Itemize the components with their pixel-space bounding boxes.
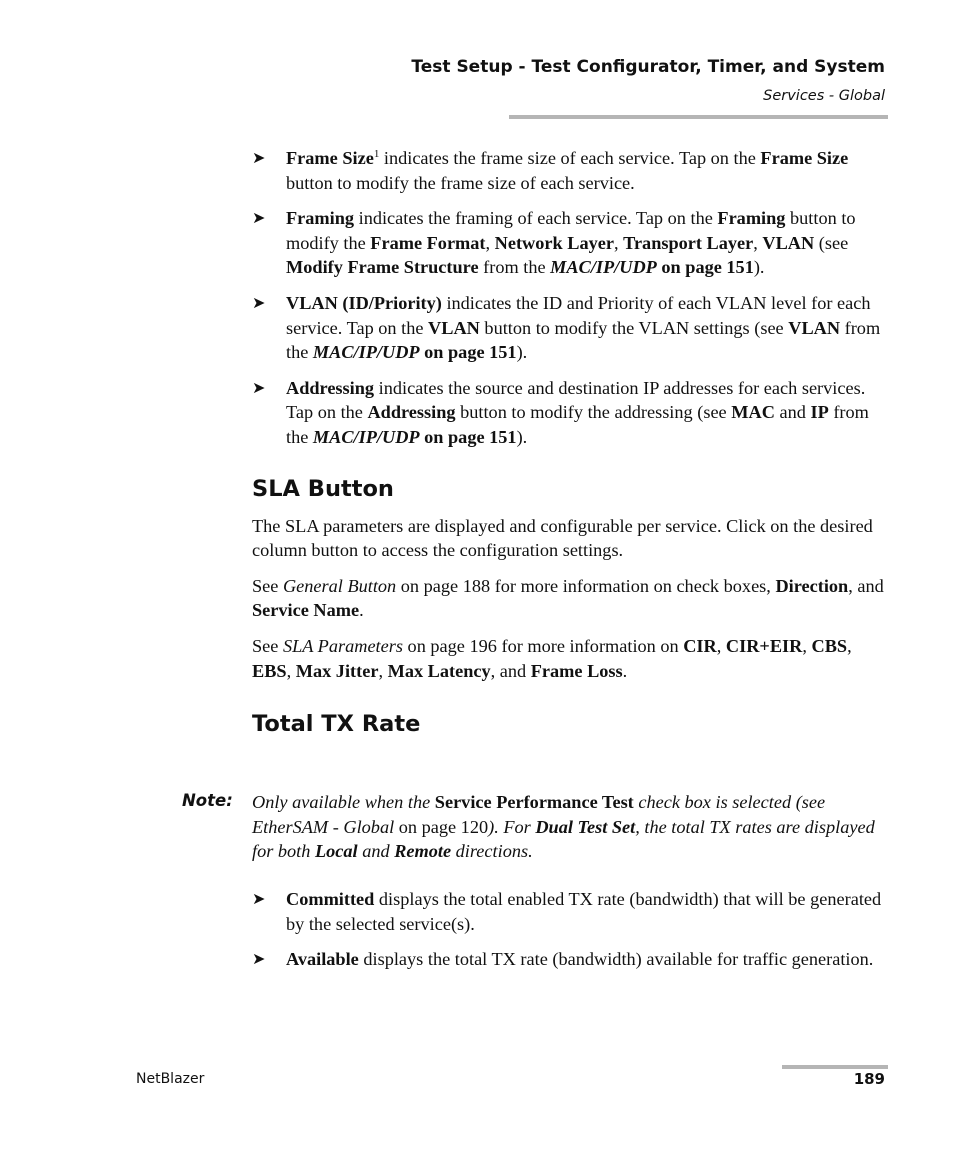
- text: .: [622, 660, 628, 681]
- term: Addressing: [367, 402, 456, 423]
- term: Direction: [775, 575, 849, 596]
- text: , and: [490, 660, 531, 681]
- header-title: Test Setup - Test Configurator, Timer, and System: [411, 57, 885, 77]
- term-committed: Committed: [286, 889, 375, 909]
- term: CIR: [683, 635, 717, 656]
- text: , and: [848, 575, 884, 596]
- heading-sla-button: SLA Button: [252, 475, 394, 502]
- footer-rule: [782, 1065, 888, 1069]
- term: VLAN: [762, 232, 815, 253]
- text: button to modify the frame size of each service.: [286, 172, 635, 193]
- footnote-marker: 1: [373, 148, 380, 160]
- term: Dual Test Set: [535, 816, 636, 837]
- header-rule: [509, 115, 888, 119]
- link-mac-ip-udp[interactable]: MAC/IP/UDP: [312, 342, 420, 363]
- text: indicates the source and destination IP addresses for each services. Tap on the: [286, 377, 866, 423]
- arrow-bullet-icon: ➤: [252, 292, 266, 312]
- term: Network Layer: [494, 232, 614, 253]
- text: from the: [478, 257, 551, 278]
- text: button to modify the VLAN settings (see: [479, 317, 789, 338]
- text: displays the total TX rate (bandwidth) available for traffic generation.: [358, 949, 874, 970]
- term: Service Performance Test: [434, 792, 634, 812]
- text: on page 196 for more information on: [402, 635, 684, 656]
- sla-paragraph-3: [252, 634, 892, 683]
- link-vlan[interactable]: VLAN: [788, 317, 841, 338]
- text: ,: [485, 232, 495, 253]
- text: ,: [613, 232, 624, 253]
- link-page-120[interactable]: on page 120: [394, 816, 489, 837]
- text: button to modify the: [286, 208, 856, 253]
- term: Service Name: [252, 600, 360, 621]
- text: on page 188 for more information on check boxes,: [396, 575, 776, 596]
- term: Max Latency: [387, 660, 491, 681]
- link-mac-ip-udp[interactable]: MAC/IP/UDP: [550, 257, 657, 278]
- footer-product: NetBlazer: [136, 1071, 205, 1087]
- text: and: [774, 402, 811, 423]
- link-sla-parameters[interactable]: SLA Parameters: [282, 635, 403, 656]
- text: indicates the ID and Priority of each VLAN level for each service. Tap on the: [286, 292, 871, 338]
- bullet-addressing: [252, 376, 892, 450]
- sla-paragraph-1: The SLA parameters are displayed and configurable per service. Click on the desired column button to access the configuration settings.: [252, 515, 873, 561]
- text: indicates the frame size of each service. Tap on the: [379, 148, 761, 168]
- text: (see: [814, 232, 849, 253]
- bullet-available: [252, 947, 892, 972]
- note-label: Note:: [182, 791, 233, 810]
- term: Remote: [394, 841, 452, 862]
- term: CIR+EIR: [725, 635, 803, 656]
- text: ,: [716, 635, 726, 656]
- term: Local: [314, 841, 358, 862]
- text: and: [357, 841, 395, 862]
- bullet-committed: [252, 887, 892, 936]
- term: Frame Loss: [530, 660, 623, 681]
- link-ethersam-global[interactable]: EtherSAM - Global: [252, 816, 395, 837]
- term: CBS: [811, 635, 848, 656]
- arrow-bullet-icon: ➤: [252, 148, 266, 167]
- note-text: [252, 790, 892, 864]
- text: ). For: [488, 816, 536, 837]
- arrow-bullet-icon: ➤: [252, 889, 266, 908]
- text: Only available when the: [252, 792, 435, 812]
- text: ,: [802, 635, 812, 656]
- text: See: [252, 635, 283, 656]
- text: check box is selected (see: [633, 792, 826, 812]
- tx-rate-bullets: [252, 887, 892, 983]
- text: ,: [847, 635, 852, 656]
- text: See: [252, 575, 283, 596]
- text: from the: [286, 402, 869, 447]
- header-subtitle: Services - Global: [763, 88, 885, 104]
- main-content: [252, 146, 892, 738]
- link-mac[interactable]: MAC: [731, 402, 775, 423]
- link-page-151[interactable]: on page 151: [656, 257, 754, 278]
- text: ,: [378, 660, 388, 681]
- text: ,: [753, 232, 763, 253]
- text: directions.: [451, 841, 533, 862]
- term-vlan-id-priority: VLAN (ID/Priority): [286, 292, 442, 313]
- term: Frame Format: [370, 232, 486, 253]
- link-ip[interactable]: IP: [810, 402, 829, 423]
- text: ,: [286, 660, 296, 681]
- text: indicates the framing of each service. Tap on the: [354, 208, 718, 229]
- link-general-button[interactable]: General Button: [282, 575, 397, 596]
- link-mac-ip-udp[interactable]: MAC/IP/UDP: [312, 426, 420, 447]
- link-page-151[interactable]: on page 151: [419, 426, 517, 447]
- term-available: Available: [286, 949, 359, 970]
- bullet-framing: [252, 206, 892, 280]
- text: .: [359, 600, 364, 621]
- bullet-frame-size: [252, 146, 892, 195]
- term: Framing: [717, 208, 786, 229]
- link-modify-frame-structure[interactable]: Modify Frame Structure: [286, 257, 479, 278]
- term-addressing: Addressing: [286, 377, 375, 398]
- page-number: 189: [853, 1070, 885, 1088]
- link-page-151[interactable]: on page 151: [419, 342, 517, 363]
- bullet-vlan: [252, 291, 892, 365]
- term-framing: Framing: [286, 208, 355, 229]
- text: button to modify the addressing (see: [455, 402, 732, 423]
- term: Transport Layer: [623, 232, 754, 253]
- term-frame-size: Frame Size: [286, 148, 374, 168]
- term: Frame Size: [760, 148, 849, 168]
- text: ).: [516, 342, 528, 363]
- text: from the: [286, 317, 881, 363]
- text: , the total TX rates are displayed for both: [252, 816, 875, 862]
- arrow-bullet-icon: ➤: [252, 377, 266, 397]
- sla-paragraph-2: [252, 574, 892, 623]
- arrow-bullet-icon: ➤: [252, 208, 266, 228]
- term: Max Jitter: [295, 660, 379, 681]
- term: VLAN: [428, 317, 480, 338]
- heading-total-tx-rate: Total TX Rate: [252, 711, 421, 738]
- text: displays the total enabled TX rate (bandwidth) that will be generated by the selected service(s).: [286, 889, 882, 934]
- term: EBS: [252, 660, 287, 681]
- text: ).: [516, 426, 528, 447]
- text: ).: [753, 257, 765, 278]
- arrow-bullet-icon: ➤: [252, 949, 266, 969]
